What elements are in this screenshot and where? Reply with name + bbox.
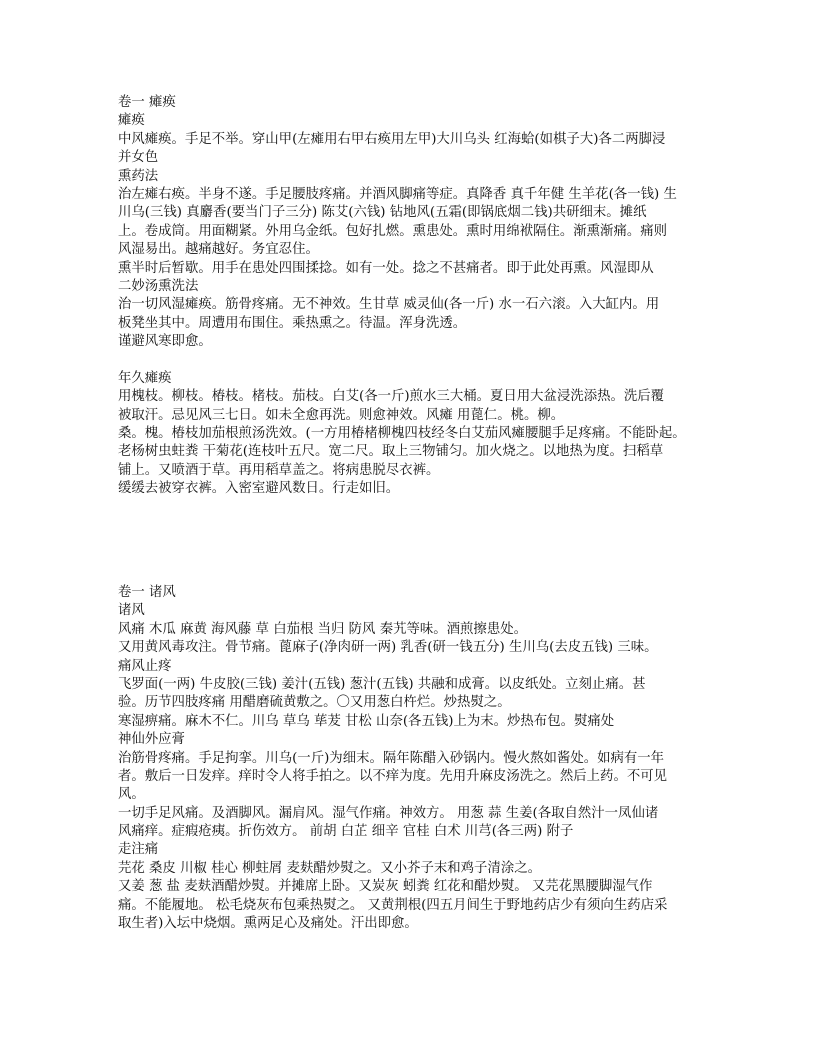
text-line: 又姜 葱 盐 麦麸酒醋炒熨。并摊席上卧。又炭灰 蚓粪 红花和醋炒熨。 又芫花黑腰脚湿气作	[118, 879, 653, 895]
text-line: 并女色	[118, 150, 159, 166]
text-line	[118, 351, 718, 369]
text-line: 诸风	[118, 603, 145, 619]
text-line: 风痛痒。症瘕疮痍。折伤效方。 前胡 白芷 细辛 官桂 白术 川芎(各三两) 附子	[118, 824, 574, 840]
text-line: 板凳坐其中。周遭用布围住。乘热熏之。待温。浑身洗透。	[118, 315, 467, 331]
text-line: 风痛 木瓜 麻黄 海风藤 草 白茄根 当归 防风 秦艽等味。酒煎擦患处。	[118, 621, 527, 637]
text-line: 二妙汤熏洗法	[118, 278, 199, 294]
text-line: 铺上。又喷酒于草。再用稻草盖之。将病患脱尽衣裤。	[118, 462, 440, 478]
text-line: 治筋骨疼痛。手足拘挛。川乌(一斤)为细末。隔年陈醋入砂锅内。慢火熬如酱处。如病有一年	[118, 750, 665, 766]
text-line: 中风瘫痪。手足不举。穿山甲(左瘫用右甲右痪用左甲)大川乌头 红海蛤(如棋子大)各二两脚浸	[118, 131, 666, 147]
text-line: 熏药法	[118, 168, 159, 184]
text-line: 用槐枝。柳枝。椿枝。楮枝。茄枝。白艾(各一斤)煎水三大桶。夏日用大盆浸洗添热。洗后覆	[118, 389, 665, 405]
text-line: 风。	[118, 787, 145, 803]
text-line: 芫花 桑皮 川椒 桂心 柳蛀屑 麦麸醋炒熨之。又小芥子末和鸡子清涂之。	[118, 860, 541, 876]
text-line: 寒湿痹痛。麻木不仁。川乌 草乌 荜茇 甘松 山奈(各五钱)上为末。炒热布包。熨痛处	[118, 713, 615, 729]
text-line: 者。敷后一日发痒。痒时令人将手拍之。以不痒为度。先用升麻皮汤洗之。然后上药。不可见	[118, 768, 668, 784]
text-line: 年久瘫痪	[118, 370, 172, 386]
text-line: 痛风止疼	[118, 658, 172, 674]
section-wind-ailments	[118, 584, 718, 933]
text-line: 川乌(三钱) 真麝香(要当门子三分) 陈艾(六钱) 钻地风(五霜(即锅底烟二钱)共研细末。摊纸	[118, 205, 647, 221]
text-line: 谨避风寒即愈。	[118, 334, 212, 350]
text-line: 神仙外应膏	[118, 732, 185, 748]
text-line: 老杨树虫蛀粪 干菊花(连枝叶五尺。宽二尺。取上三物铺匀。加火烧之。以地热为度。扫稻草	[118, 444, 664, 460]
text-line: 风湿易出。越痛越好。务宜忍住。	[118, 242, 319, 258]
text-line: 走注痛	[118, 842, 159, 858]
text-line: 验。历节四肢疼痛 用醋磨硫黄敷之。〇又用葱白杵烂。炒热熨之。	[118, 695, 511, 711]
text-line: 又用黄风毒攻注。骨节痛。蓖麻子(净肉研一两) 乳香(研一钱五分) 生川乌(去皮五钱) 三味。	[118, 640, 658, 656]
text-line: 熏半时后暂歇。用手在患处四围揉捻。如有一处。捻之不甚痛者。即于此处再熏。风湿即从	[118, 260, 654, 276]
text-line: 缓缓去被穿衣裤。入密室避风数日。行走如旧。	[118, 481, 400, 497]
chapter-heading: 卷一 瘫痪	[118, 95, 176, 110]
text-line: 一切手足风痛。及酒脚风。漏肩风。湿气作痛。神效方。 用葱 蒜 生姜(各取自然汁一凤仙诸	[118, 805, 659, 821]
text-line: 飞罗面(一两) 牛皮胶(三钱) 姜汁(五钱) 葱汁(五钱) 共融和成膏。以皮纸处。立刻止痛。甚	[118, 676, 646, 692]
section-paralysis	[118, 94, 718, 499]
text-line: 取生者)入坛中烧烟。熏两足心及痛处。汗出即愈。	[118, 916, 418, 932]
text-line: 被取汗。忌见风三七日。如未全愈再洗。则愈神效。风瘫 用蓖仁。桃。柳。	[118, 407, 565, 423]
text-line: 痛。不能履地。 松毛烧灰布包乘热熨之。 又黄荆根(四五月间生于野地药店少有须向生药店采	[118, 897, 668, 913]
text-line: 桑。槐。椿枝加茄根煎汤洗效。(一方用椿楮柳槐四枝经冬白艾茄风瘫腰腿手足疼痛。不能卧起。	[118, 426, 686, 442]
text-line: 瘫痪	[118, 113, 145, 129]
text-line: 治一切风湿瘫痪。筋骨疼痛。无不神效。生甘草 威灵仙(各一斤) 水一石六滚。入大缸内。用	[118, 297, 660, 313]
chapter-heading: 卷一 诸风	[118, 585, 176, 600]
text-line: 上。卷成筒。用面糊紧。外用乌金纸。包好扎燃。熏患处。熏时用绵袱隔住。渐熏渐痛。痛则	[118, 223, 668, 239]
text-line: 治左瘫右痪。半身不遂。手足腰肢疼痛。并酒风脚痛等症。真降香 真千年健 生羊花(各一钱) 生	[118, 186, 677, 202]
